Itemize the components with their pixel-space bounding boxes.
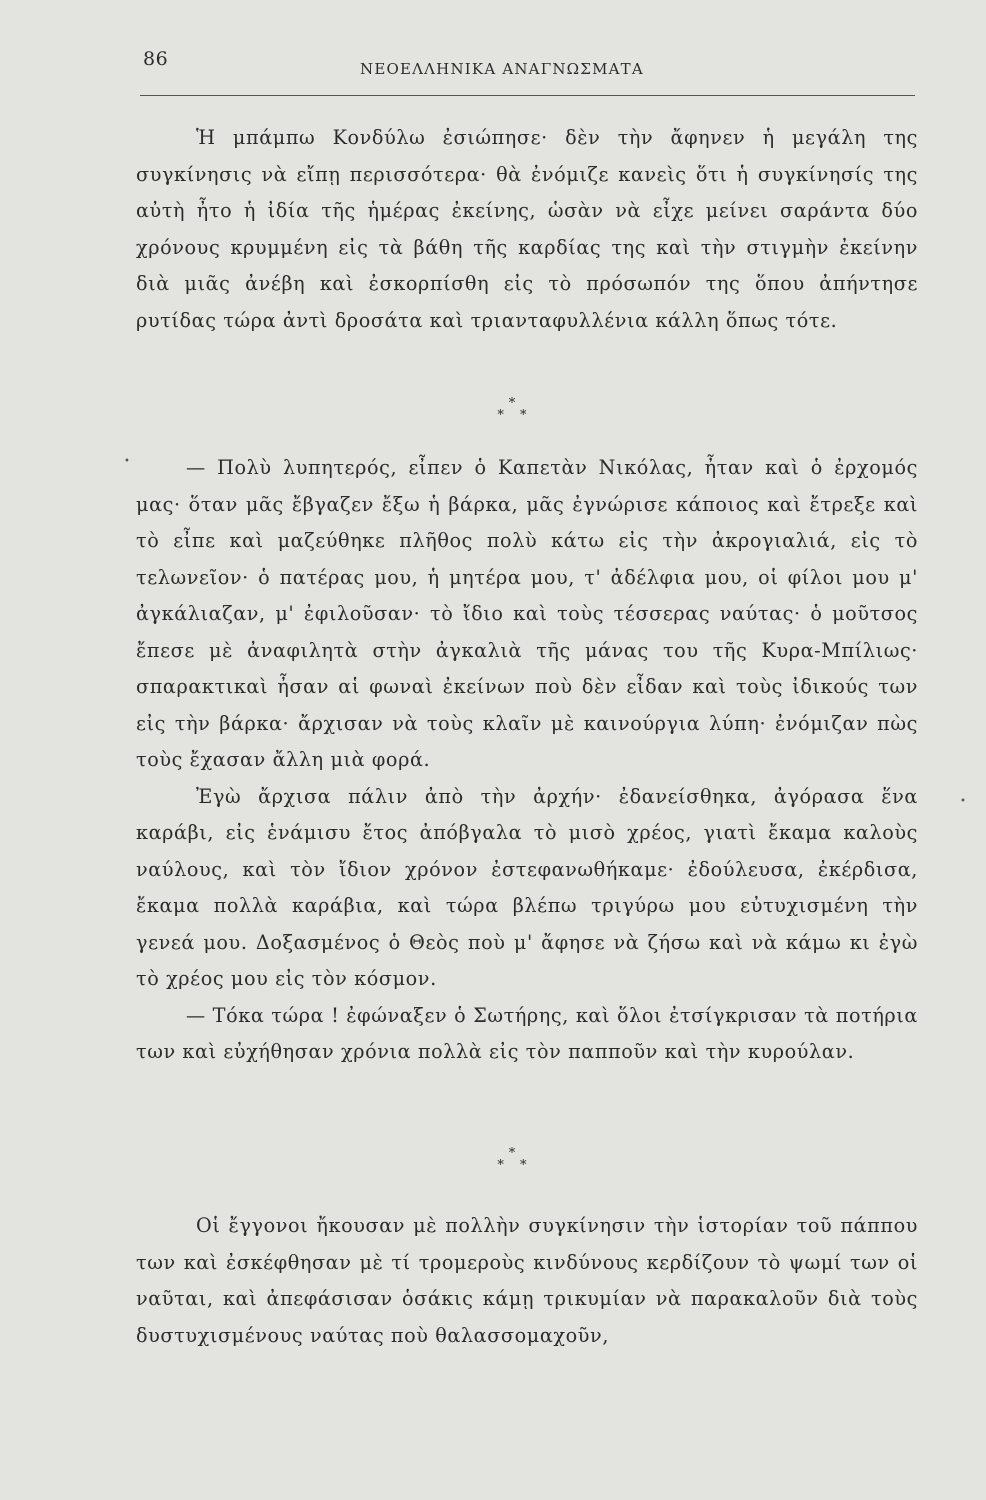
asterism-separator-1: [490, 398, 540, 422]
text-block-3: [136, 1208, 918, 1354]
margin-dot-left: •: [124, 456, 130, 467]
text-block-2: [136, 450, 918, 1071]
asterism-bottom-stars: * *: [497, 408, 533, 423]
header-rule: [140, 95, 915, 96]
paragraph-3: Ἐγὼ ἄρχισα πάλιν ἀπὸ τὴν ἀρχήν· ἐδανείσθηκα, ἀγόρασα ἕνα καράβι, εἰς ἑνάμισυ ἔτος ἀπόβγαλα τὸ μισὸ χρέος, γιατὶ ἔκαμα καλοὺς ναύλους, καὶ τὸν ἴδιον χρόνον ἐστεφανωθήκαμε· ἐδούλευσα, ἐκέρδισα, ἔκαμα πολλὰ καράβια, καὶ τώρα βλέπω τριγύρω μου εὐτυχισμένη τὴν γενεά μου. Δοξασμένος ὁ Θεὸς ποὺ μ' ἄφησε νὰ ζήσω καὶ νὰ κάμω κι ἐγὼ τὸ χρέος μου εἰς τὸν κόσμον.: [136, 784, 918, 990]
paragraph-4: — Τόκα τώρα ! ἐφώναξεν ὁ Σωτήρης, καὶ ὅλοι ἐτσίγκρισαν τὰ ποτήρια των καὶ εὐχήθησαν χρόνια πολλὰ εἰς τὸν παπποῦν καὶ τὴν κυρούλαν.: [136, 1003, 918, 1063]
asterism-top-star: *: [508, 396, 522, 411]
paragraph-2: — Πολὺ λυπητερός, εἶπεν ὁ Καπετὰν Νικόλας, ἦταν καὶ ὁ ἐρχομός μας· ὅταν μᾶς ἔβγαζεν ἔξω ἡ βάρκα, μᾶς ἐγνώρισε κάποιος καὶ ἔτρεξε καὶ τὸ εἶπε καὶ μαζεύθηκε πλῆθος πολὺ κάτω εἰς τὴν ἀκρογιαλιά, εἰς τὸ τελωνεῖον· ὁ πατέρας μου, ἡ μητέρα μου, τ' ἀδέλφια μου, οἱ φίλοι μου μ' ἀγκάλιαζαν, μ' ἐφιλοῦσαν· τὸ ἴδιο καὶ τοὺς τέσσερας ναύτας· ὁ μοῦτσος ἔπεσε μὲ ἀναφιλητὰ στὴν ἀγκαλιὰ τῆς μάνας του τῆς Κυρα-Μπίλιως· σπαρακτικαὶ ἦσαν αἱ φωναὶ ἐκείνων ποὺ δὲν εἶδαν καὶ τοὺς ἰδικούς των εἰς τὴν βάρκα· ἄρχισαν νὰ τοὺς κλαῖν μὲ καινούργια λύπη· ἐνόμιζαν πὼς τοὺς ἔχασαν ἄλλη μιὰ φορά.: [136, 456, 918, 771]
paragraph-1: Ἡ μπάμπω Κονδύλω ἐσιώπησε· δὲν τὴν ἄφηνεν ἡ μεγάλη της συγκίνησις νὰ εἴπῃ περισσότερα· θὰ ἐνόμιζε κανεὶς ὅτι ἡ συγκίνησίς της αὐτὴ ἦτο ἡ ἰδία τῆς ἡμέρας ἐκείνης, ὡσὰν νὰ εἶχε μείνει σαράντα δύο χρόνους κρυμμένη εἰς τὰ βάθη τῆς καρδίας της καὶ τὴν στιγμὴν ἐκείνην διὰ μιᾶς ἀνέβη καὶ ἐσκορπίσθη εἰς τὸ πρόσωπόν της ὅπου ἀπήντησε ρυτίδας τώρα ἀντὶ δροσάτα καὶ τριανταφυλλένια κάλλη ὅπως τότε.: [136, 126, 918, 332]
running-title: ΝΕΟΕΛΛΗΝΙΚΑ ΑΝΑΓΝΩΣΜΑΤΑ: [360, 60, 644, 78]
asterism-separator-2: [490, 1148, 540, 1172]
page-number: 86: [143, 48, 169, 70]
asterism-top-star: *: [508, 1146, 522, 1161]
asterism-bottom-stars: * *: [497, 1158, 533, 1173]
text-block-1: [136, 120, 918, 339]
paragraph-5: Οἱ ἔγγονοι ἤκουσαν μὲ πολλὴν συγκίνησιν τὴν ἱστορίαν τοῦ πάππου των καὶ ἐσκέφθησαν μὲ τί τρομεροὺς κινδύνους κερδίζουν τὸ ψωμί των οἱ ναῦται, καὶ ἀπεφάσισαν ὁσάκις κάμῃ τρικυμίαν νὰ παρακαλοῦν διὰ τοὺς δυστυχισμένους ναύτας ποὺ θαλασσομαχοῦν,: [136, 1214, 918, 1347]
margin-dot-right: •: [960, 796, 966, 807]
